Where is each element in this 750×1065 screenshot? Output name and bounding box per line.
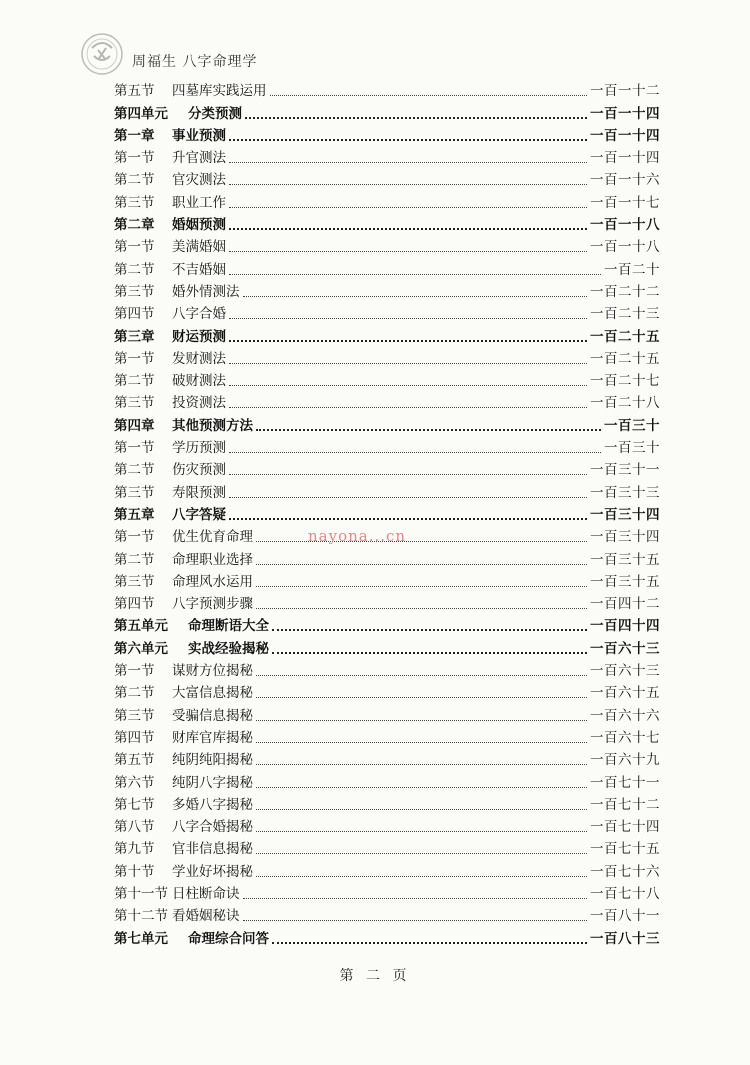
toc-entry[interactable] [114, 144, 660, 166]
toc-entry-label [114, 775, 253, 791]
toc-entry-label [114, 752, 253, 768]
toc-leader-dots [229, 407, 587, 408]
toc-entry[interactable] [114, 77, 660, 99]
toc-entry[interactable] [114, 211, 660, 233]
toc-leader-dots [229, 518, 587, 520]
toc-leader-dots [229, 385, 587, 386]
toc-leader-dots [272, 629, 587, 631]
toc-entry-title: 纯阴八字揭秘 [172, 774, 253, 791]
toc-entry-label [114, 819, 253, 835]
toc-entry-title: 命理综合问答 [188, 930, 269, 947]
toc-leader-dots [256, 764, 587, 765]
toc-entry-label [114, 329, 226, 345]
toc-entry-label [114, 708, 253, 724]
toc-entry-label [114, 908, 240, 924]
toc-entry-label [114, 663, 253, 679]
toc-entry-number: 第六节 [114, 774, 155, 791]
toc-entry-page: 一百七十五 [590, 841, 660, 858]
header-title: 周福生 八字命理学 [132, 54, 258, 70]
toc-entry-number: 第二节 [114, 551, 155, 568]
toc-leader-dots [229, 207, 587, 208]
toc-entry-label [114, 150, 226, 166]
toc-entry-number: 第五单元 [114, 618, 168, 635]
toc-entry-label [114, 462, 226, 478]
toc-entry-title: 八字合婚揭秘 [172, 819, 253, 836]
toc-entry-page: 一百一十四 [590, 127, 660, 144]
toc-entry-label [114, 106, 242, 122]
toc-entry-number: 第四章 [114, 417, 155, 434]
toc-entry[interactable] [114, 835, 660, 857]
toc-entry-title: 其他预测方法 [172, 417, 253, 434]
toc-entry-number: 第十一节 [114, 885, 168, 902]
toc-leader-dots [256, 541, 587, 542]
toc-entry-label [114, 507, 226, 523]
toc-entry-title: 事业预测 [172, 127, 226, 144]
toc-leader-dots [272, 652, 587, 654]
toc-entry-title: 投资测法 [172, 395, 226, 412]
toc-leader-dots [256, 586, 587, 587]
toc-entry-title: 财运预测 [172, 328, 226, 345]
toc-leader-dots [229, 363, 587, 364]
toc-entry-label [114, 886, 240, 902]
toc-entry-title: 实战经验揭秘 [188, 640, 269, 657]
toc-entry-title: 八字预测步骤 [172, 596, 253, 613]
toc-entry-page: 一百二十三 [590, 306, 660, 323]
toc-entry-title: 命理职业选择 [172, 551, 253, 568]
toc-entry-label [114, 83, 267, 99]
toc-entry-number: 第二章 [114, 217, 155, 234]
toc-entry[interactable] [114, 255, 660, 277]
toc-entry-page: 一百一十八 [590, 239, 660, 256]
toc-entry-label [114, 596, 253, 612]
toc-entry-title: 学历预测 [172, 440, 226, 457]
toc-entry-page: 一百三十三 [590, 484, 660, 501]
toc-entry-page: 一百一十二 [590, 83, 660, 100]
toc-entry[interactable] [114, 411, 660, 433]
toc-entry-title: 谋财方位揭秘 [172, 663, 253, 680]
toc-leader-dots [229, 162, 587, 163]
toc-entry-label [114, 864, 253, 880]
toc-leader-dots [256, 853, 587, 854]
toc-entry-label [114, 685, 253, 701]
toc-entry-number: 第二节 [114, 261, 155, 278]
toc-entry-number: 第二节 [114, 685, 155, 702]
toc-entry-page: 一百二十 [604, 261, 660, 278]
seal-logo-icon [78, 30, 126, 78]
toc-entry-page: 一百二十五 [590, 350, 660, 367]
toc-entry[interactable] [114, 545, 660, 567]
toc-entry-page: 一百六十三 [590, 663, 660, 680]
toc-entry-label [114, 128, 226, 144]
toc-entry-title: 官非信息揭秘 [172, 841, 253, 858]
toc-entry-title: 职业工作 [172, 194, 226, 211]
toc-entry-page: 一百二十七 [590, 373, 660, 390]
toc-entry-label [114, 574, 253, 590]
toc-entry-number: 第四节 [114, 729, 155, 746]
toc-entry-title: 看婚姻秘诀 [172, 908, 240, 925]
toc-entry-title: 纯阴纯阳揭秘 [172, 752, 253, 769]
toc-entry[interactable] [114, 501, 660, 523]
toc-entry-title: 美满婚姻 [172, 239, 226, 256]
toc-entry-page: 一百三十 [604, 417, 660, 434]
toc-entry-number: 第二节 [114, 462, 155, 479]
toc-entry-page: 一百一十四 [590, 105, 660, 122]
toc-entry-label [114, 239, 226, 255]
toc-leader-dots [256, 429, 601, 431]
toc-leader-dots [229, 228, 587, 230]
toc-leader-dots [229, 251, 587, 252]
toc-entry-number: 第十节 [114, 863, 155, 880]
toc-entry[interactable] [114, 99, 660, 121]
toc-entry[interactable] [114, 768, 660, 790]
toc-entry-page: 一百六十三 [590, 640, 660, 657]
toc-entry-title: 日柱断命诀 [172, 885, 240, 902]
toc-entry-number: 第四节 [114, 306, 155, 323]
toc-entry-title: 发财测法 [172, 350, 226, 367]
toc-entry-label [114, 529, 253, 545]
toc-leader-dots [256, 675, 587, 676]
toc-entry[interactable] [114, 389, 660, 411]
toc-entry-title: 升官测法 [172, 150, 226, 167]
toc-entry-number: 第三节 [114, 283, 155, 300]
toc-entry-page: 一百七十四 [590, 819, 660, 836]
toc-entry-label [114, 440, 226, 456]
toc-entry-page: 一百三十一 [590, 462, 660, 479]
toc-entry[interactable] [114, 902, 660, 924]
toc-entry[interactable] [114, 634, 660, 656]
toc-entry-label [114, 351, 226, 367]
toc-entry[interactable] [114, 456, 660, 478]
toc-entry[interactable] [114, 657, 660, 679]
toc-entry-label [114, 195, 226, 211]
toc-entry[interactable] [114, 367, 660, 389]
toc-leader-dots [256, 564, 587, 565]
toc-entry-label [114, 730, 253, 746]
toc-entry-number: 第八节 [114, 819, 155, 836]
toc-entry-title: 四墓库实践运用 [172, 83, 267, 100]
toc-entry-label [114, 841, 253, 857]
toc-entry[interactable] [114, 166, 660, 188]
toc-entry-title: 大富信息揭秘 [172, 685, 253, 702]
page-number: 第 二 页 [339, 968, 411, 984]
toc-leader-dots [243, 920, 588, 921]
toc-entry-label [114, 373, 226, 389]
toc-entry-title: 优生优育命理 [172, 529, 253, 546]
toc-entry-label [114, 217, 226, 233]
toc-entry-label [114, 172, 226, 188]
toc-entry-label [114, 797, 253, 813]
toc-entry[interactable] [114, 679, 660, 701]
toc-entry-number: 第一节 [114, 663, 155, 680]
toc-entry[interactable] [114, 278, 660, 300]
toc-entry-page: 一百三十五 [590, 573, 660, 590]
toc-entry-title: 多婚八字揭秘 [172, 796, 253, 813]
toc-entry[interactable] [114, 300, 660, 322]
toc-entry[interactable] [114, 188, 660, 210]
toc-entry-page: 一百二十二 [590, 283, 660, 300]
toc-entry-number: 第二节 [114, 172, 155, 189]
toc-leader-dots [256, 787, 587, 788]
toc-entry[interactable] [114, 345, 660, 367]
toc-entry-title: 破财测法 [172, 373, 226, 390]
toc-entry-page: 一百一十八 [590, 217, 660, 234]
toc-leader-dots [229, 184, 587, 185]
toc-entry[interactable] [114, 701, 660, 723]
toc-entry-number: 第三章 [114, 328, 155, 345]
toc-entry-page: 一百三十 [604, 440, 660, 457]
toc-entry[interactable] [114, 791, 660, 813]
toc-entry-number: 第一节 [114, 239, 155, 256]
toc-entry[interactable] [114, 724, 660, 746]
toc-entry-number: 第一节 [114, 350, 155, 367]
toc-leader-dots [272, 942, 587, 944]
toc-entry-number: 第七节 [114, 796, 155, 813]
toc-entry-page: 一百六十五 [590, 685, 660, 702]
toc-entry-number: 第一章 [114, 127, 155, 144]
toc-leader-dots [256, 608, 587, 609]
toc-entry-page: 一百七十一 [590, 774, 660, 791]
toc-entry[interactable] [114, 924, 660, 946]
toc-leader-dots [256, 720, 587, 721]
toc-entry-title: 财库官库揭秘 [172, 729, 253, 746]
toc-entry[interactable] [114, 612, 660, 634]
toc-entry-page: 一百六十九 [590, 752, 660, 769]
toc-entry-title: 婚姻预测 [172, 217, 226, 234]
toc-entry-label [114, 262, 226, 278]
toc-entry-number: 第三节 [114, 573, 155, 590]
toc-leader-dots [256, 831, 587, 832]
toc-entry-page: 一百六十七 [590, 729, 660, 746]
toc-entry[interactable] [114, 857, 660, 879]
toc-entry-title: 婚外情测法 [172, 283, 240, 300]
toc-entry-page: 一百八十一 [590, 908, 660, 925]
toc-entry-title: 命理风水运用 [172, 573, 253, 590]
toc-entry-number: 第三节 [114, 194, 155, 211]
toc-entry-label [114, 641, 269, 657]
toc-leader-dots [256, 697, 587, 698]
toc-leader-dots [256, 809, 587, 810]
toc-entry-page: 一百二十五 [590, 328, 660, 345]
toc-entry-title: 八字合婚 [172, 306, 226, 323]
toc-entry-number: 第七单元 [114, 930, 168, 947]
toc-entry[interactable] [114, 590, 660, 612]
toc-entry-number: 第三节 [114, 707, 155, 724]
toc-leader-dots [229, 474, 587, 475]
toc-entry-label [114, 395, 226, 411]
toc-entry-page: 一百七十六 [590, 863, 660, 880]
toc-entry[interactable] [114, 122, 660, 144]
toc-entry-label [114, 552, 253, 568]
toc-entry-label [114, 618, 269, 634]
toc-entry-page: 一百一十七 [590, 194, 660, 211]
toc-entry-title: 命理断语大全 [188, 618, 269, 635]
toc-entry[interactable] [114, 434, 660, 456]
toc-entry-title: 官灾测法 [172, 172, 226, 189]
toc-entry-label [114, 931, 269, 947]
watermark: nayona...cn [308, 527, 407, 545]
toc-entry-number: 第五节 [114, 83, 155, 100]
toc-leader-dots [229, 274, 601, 275]
toc-entry-number: 第十二节 [114, 908, 168, 925]
toc-entry-label [114, 284, 240, 300]
toc-entry-number: 第三节 [114, 395, 155, 412]
toc-entry-page: 一百三十四 [590, 506, 660, 523]
toc-entry-page: 一百三十五 [590, 551, 660, 568]
toc-leader-dots [229, 452, 601, 453]
toc-entry-page: 一百四十四 [590, 618, 660, 635]
toc-leader-dots [229, 340, 587, 342]
table-of-contents [114, 77, 660, 947]
toc-entry-title: 学业好坏揭秘 [172, 863, 253, 880]
toc-entry-label [114, 485, 226, 501]
toc-entry-page: 一百七十二 [590, 796, 660, 813]
toc-leader-dots [256, 876, 587, 877]
toc-leader-dots [256, 742, 587, 743]
toc-entry-number: 第一节 [114, 150, 155, 167]
toc-entry-page: 一百四十二 [590, 596, 660, 613]
toc-entry-number: 第一节 [114, 440, 155, 457]
toc-entry[interactable] [114, 233, 660, 255]
toc-leader-dots [229, 318, 587, 319]
toc-entry-page: 一百七十八 [590, 885, 660, 902]
toc-entry-number: 第六单元 [114, 640, 168, 657]
toc-entry-number: 第二节 [114, 373, 155, 390]
toc-entry-label [114, 306, 226, 322]
toc-entry-number: 第一节 [114, 529, 155, 546]
toc-leader-dots [245, 117, 587, 119]
toc-entry-title: 不吉婚姻 [172, 261, 226, 278]
toc-entry[interactable] [114, 568, 660, 590]
toc-entry-title: 分类预测 [188, 105, 242, 122]
toc-entry[interactable] [114, 880, 660, 902]
toc-entry-page: 一百八十三 [590, 930, 660, 947]
toc-leader-dots [229, 497, 587, 498]
toc-entry-title: 受骗信息揭秘 [172, 707, 253, 724]
toc-leader-dots [243, 296, 588, 297]
toc-entry-page: 一百一十四 [590, 150, 660, 167]
toc-entry-page: 一百六十六 [590, 707, 660, 724]
toc-entry-number: 第四节 [114, 596, 155, 613]
toc-entry[interactable] [114, 478, 660, 500]
toc-entry-page: 一百二十八 [590, 395, 660, 412]
toc-entry-number: 第五节 [114, 752, 155, 769]
toc-leader-dots [243, 898, 588, 899]
toc-leader-dots [229, 139, 587, 141]
toc-entry[interactable] [114, 322, 660, 344]
toc-leader-dots [270, 95, 588, 96]
toc-entry-page: 一百三十四 [590, 529, 660, 546]
toc-entry[interactable] [114, 746, 660, 768]
toc-entry-number: 第五章 [114, 506, 155, 523]
toc-entry-title: 伤灾预测 [172, 462, 226, 479]
toc-entry-number: 第九节 [114, 841, 155, 858]
toc-entry-page: 一百一十六 [590, 172, 660, 189]
toc-entry-number: 第三节 [114, 484, 155, 501]
toc-entry-label [114, 418, 253, 434]
toc-entry-title: 八字答疑 [172, 506, 226, 523]
toc-entry[interactable] [114, 813, 660, 835]
toc-entry-title: 寿限预测 [172, 484, 226, 501]
page-header [78, 34, 257, 74]
toc-entry-number: 第四单元 [114, 105, 168, 122]
